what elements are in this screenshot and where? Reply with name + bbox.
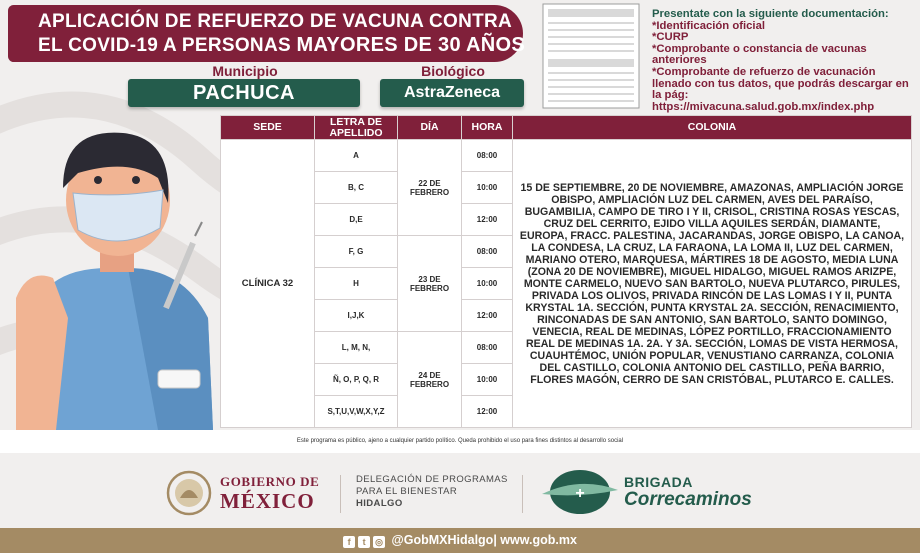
- gobierno-de-mexico-logo: [220, 474, 319, 512]
- hora-cell: 12:00: [462, 300, 513, 332]
- delegacion-line-3: HIDALGO: [356, 498, 403, 509]
- header-sede: SEDE: [221, 116, 315, 140]
- instagram-icon[interactable]: ◎: [373, 536, 385, 548]
- letra-cell: B, C: [315, 172, 398, 204]
- table-header-row: [221, 116, 912, 140]
- coat-of-arms-icon: [166, 470, 212, 516]
- letra-cell: D,E: [315, 204, 398, 236]
- hora-cell: 08:00: [462, 332, 513, 364]
- svg-text:+: +: [575, 485, 585, 502]
- disclaimer: Este programa es público, ajeno a cualquier partido político. Queda prohibido el uso para fines distintos al desarrollo social: [0, 430, 920, 453]
- doc-item: *Identificación oficial: [652, 19, 765, 32]
- website-link[interactable]: www.gob.mx: [500, 533, 577, 547]
- hora-cell: 08:00: [462, 140, 513, 172]
- hora-cell: 10:00: [462, 268, 513, 300]
- colonia-cell: 15 DE SEPTIEMBRE, 20 DE NOVIEMBRE, AMAZONAS, AMPLIACIÓN JORGE OBISPO, AMPLIACIÓN LUZ DEL CARMEN, AVES DEL PARAÍSO, BUGAMBILIA, CAMPO DE TIRO I Y II, CRISOL, CRISTINA ROSAS YESCAS, CRUZ DEL CERRITO, EJIDO VILLA AQUILES SERDÁN, DIAMANTE, EUROPA, FRACC. PALESTINA, JACARANDAS, JORGE OBISPO, LA CANOA, LA CONDESA, LA CRUZ, LA FARAONA, LA LOMA II, LUZ DEL CARMEN, MARIANO OTERO, MARQUESA, MÁRTIRES 18 DE AGOSTO, MEDIA LUNA (ZONA 20 DE NOVIEMBRE), MIGUEL HIDALGO, MIGUEL RAMOS ARIZPE, MONTE CARMELO, NUEVO SAN BARTOLO, NUEVA PLUTARCO, PIRULES, PRIVADA LOS OLIVOS, PRIVADA RINCÓN DE LAS LOMAS I Y II, PUNTA KRYSTAL 1A. SECCIÓN, PUNTA KRYSTAL 2A. SECCIÓN, RENACIMIENTO, RINCONADAS DE SAN ANTONIO, SAN BARTOLO, SANTO DOMINGO, VENECIA, REAL DE MEDINAS, LÓPEZ PORTILLO, FRACCIONAMIENTO REAL DE MEDINAS 1A. 2A. Y 3A. SECCIÓN, LOMAS DE VISTA HERMOSA, CUAUHTÉMOC, UNIÓN POPULAR, VENUSTIANO CARRANZA, COLONIA DEL CASTILLO, COLONIA ANTONIO DEL CASTILLO, PEÑA BARRIO, FLORES MAGÓN, CERRO DE SAN CRISTÓBAL, PLUTARCO E. CALLES.: [513, 140, 912, 428]
- documents-thumbnail: [542, 3, 640, 109]
- biologico-label: Biológico: [421, 63, 485, 79]
- doc-item: *Comprobante de refuerzo de vacunación llenado con tus datos, que podrás descargar en la pág:: [652, 65, 909, 102]
- doc-item: *Comprobante o constancia de vacunas anteriores: [652, 42, 867, 67]
- dia-cell: 22 DE FEBRERO: [398, 140, 462, 236]
- title-line-1: APLICACIÓN DE REFUERZO DE VACUNA CONTRA: [38, 11, 513, 32]
- social-bar: f t ◎ @GobMXHidalgo| www.gob.mx: [0, 528, 920, 553]
- header-letra: LETRA DE APELLIDO: [315, 116, 398, 140]
- gob-line-1: GOBIERNO DE: [220, 474, 320, 489]
- dia-cell: 23 DE FEBRERO: [398, 236, 462, 332]
- letra-cell: H: [315, 268, 398, 300]
- divider: [522, 475, 523, 513]
- header-hora: HORA: [462, 116, 513, 140]
- gob-line-2: MÉXICO: [220, 489, 315, 513]
- facebook-icon[interactable]: f: [343, 536, 355, 548]
- letra-cell: L, M, N,: [315, 332, 398, 364]
- documentation-title: Presentate con la siguiente documentación:: [652, 8, 889, 20]
- delegacion-line-2: PARA EL BIENESTAR: [356, 486, 458, 497]
- hora-cell: 12:00: [462, 204, 513, 236]
- hora-cell: 12:00: [462, 396, 513, 428]
- header-dia: DÍA: [398, 116, 462, 140]
- title-line-2b: MAYORES DE 30 AÑOS: [296, 34, 525, 56]
- sede-cell: CLÍNICA 32: [221, 140, 315, 428]
- letra-cell: S,T,U,V,W,X,Y,Z: [315, 396, 398, 428]
- dia-cell: 24 DE FEBRERO: [398, 332, 462, 428]
- municipio-label: Municipio: [212, 63, 278, 79]
- delegacion-line-1: DELEGACIÓN DE PROGRAMAS: [356, 474, 508, 485]
- social-handle[interactable]: @GobMXHidalgo: [391, 533, 494, 547]
- delegacion-logo: [356, 474, 508, 510]
- doc-item: *CURP: [652, 31, 689, 44]
- documentation-panel: [652, 9, 914, 113]
- header-colonia: COLONIA: [513, 116, 912, 140]
- divider: [340, 475, 341, 513]
- municipio-value: PACHUCA: [128, 79, 360, 107]
- vaccinated-person-illustration: [8, 118, 223, 430]
- table-row: [221, 140, 912, 172]
- brigada-line-2: Correcaminos: [624, 489, 752, 510]
- hora-cell: 08:00: [462, 236, 513, 268]
- hora-cell: 10:00: [462, 172, 513, 204]
- brigada-logo-text: [624, 474, 752, 510]
- letra-cell: F, G: [315, 236, 398, 268]
- biologico-value: AstraZeneca: [380, 79, 524, 107]
- brigada-line-1: BRIGADA: [624, 474, 693, 490]
- title-line-2a: EL COVID-19 A PERSONAS: [38, 35, 291, 56]
- title-line-2: [38, 34, 525, 57]
- twitter-icon[interactable]: t: [358, 536, 370, 548]
- title-banner: [8, 5, 523, 62]
- schedule-table: [220, 115, 912, 428]
- letra-cell: Ñ, O, P, Q, R: [315, 364, 398, 396]
- hora-cell: 10:00: [462, 364, 513, 396]
- letra-cell: I,J,K: [315, 300, 398, 332]
- documentation-url[interactable]: https://mivacuna.salud.gob.mx/index.php: [652, 100, 875, 113]
- brigada-correcaminos-icon: [540, 468, 620, 516]
- letra-cell: A: [315, 140, 398, 172]
